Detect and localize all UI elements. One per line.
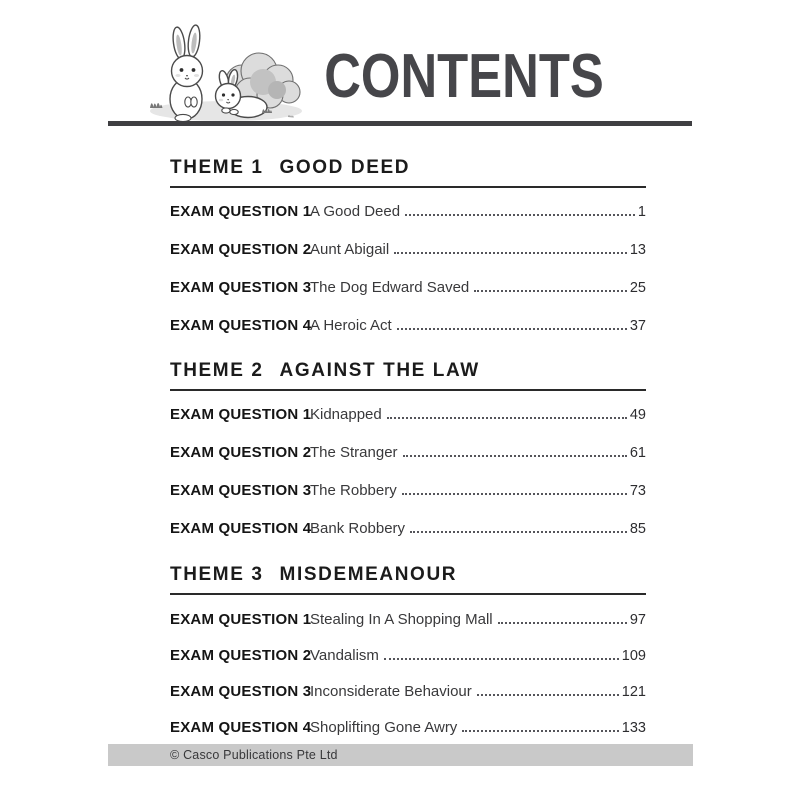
entry-page: 73 — [629, 483, 646, 499]
dot-leader — [397, 328, 627, 330]
toc-entry — [170, 684, 646, 700]
entry-title: Vandalism — [310, 647, 379, 664]
entry-label: EXAM QUESTION 1 — [170, 203, 312, 220]
entry-title: The Stranger — [310, 444, 398, 461]
entry-page: 133 — [621, 720, 646, 736]
dot-leader — [402, 493, 627, 495]
entry-title: Kidnapped — [310, 406, 382, 423]
entry-page: 25 — [629, 280, 646, 296]
theme-section-1 — [170, 158, 646, 334]
footer-bar — [108, 744, 693, 766]
dot-leader — [410, 531, 627, 533]
entry-title: The Robbery — [310, 482, 397, 499]
toc-entry — [170, 648, 646, 664]
toc-entry — [170, 612, 646, 628]
entry-page: 1 — [637, 204, 646, 220]
entry-label: EXAM QUESTION 2 — [170, 647, 312, 664]
entry-page: 49 — [629, 407, 646, 423]
toc-entry — [170, 720, 646, 736]
dot-leader — [474, 290, 627, 292]
entry-page: 85 — [629, 521, 646, 537]
dot-leader — [462, 730, 618, 732]
dot-leader — [387, 417, 627, 419]
entry-page: 109 — [621, 648, 646, 664]
entry-label: EXAM QUESTION 1 — [170, 611, 312, 628]
dot-leader — [403, 455, 627, 457]
page-title: CONTENTS — [324, 42, 604, 111]
theme-number: THEME 2 — [170, 360, 264, 381]
entry-title: Bank Robbery — [310, 520, 406, 537]
big-rabbit — [170, 24, 203, 121]
theme-number: THEME 3 — [170, 564, 264, 585]
copyright-text: © Casco Publications Pte Ltd — [170, 748, 338, 762]
toc-entry — [170, 318, 646, 334]
theme-1-heading — [170, 158, 646, 188]
entry-label: EXAM QUESTION 3 — [170, 683, 312, 700]
entry-label: EXAM QUESTION 4 — [170, 520, 312, 537]
dot-leader — [477, 694, 619, 696]
entry-page: 37 — [629, 318, 646, 334]
entry-page: 121 — [621, 684, 646, 700]
theme-title: AGAINST THE LAW — [279, 360, 480, 381]
entry-label: EXAM QUESTION 4 — [170, 317, 312, 334]
entry-title: Stealing In A Shopping Mall — [310, 611, 493, 628]
theme-section-3 — [170, 565, 646, 736]
entry-title: Aunt Abigail — [310, 241, 390, 258]
dot-leader — [394, 252, 627, 254]
dot-leader — [384, 658, 619, 660]
theme-section-2 — [170, 361, 646, 537]
entry-label: EXAM QUESTION 2 — [170, 444, 312, 461]
entry-page: 61 — [629, 445, 646, 461]
theme-number: THEME 1 — [170, 157, 264, 178]
toc-entry — [170, 521, 646, 537]
entry-label: EXAM QUESTION 3 — [170, 482, 312, 499]
theme-3-heading — [170, 565, 646, 595]
rabbits-illustration — [142, 18, 310, 124]
entry-title: Shoplifting Gone Awry — [310, 719, 458, 736]
entry-page: 97 — [629, 612, 646, 628]
theme-title: GOOD DEED — [279, 157, 411, 178]
toc-entry — [170, 445, 646, 461]
toc-entry — [170, 407, 646, 423]
dot-leader — [498, 622, 627, 624]
dot-leader — [405, 214, 635, 216]
toc-entry — [170, 483, 646, 499]
entry-title: A Heroic Act — [310, 317, 392, 334]
entry-page: 13 — [629, 242, 646, 258]
entry-label: EXAM QUESTION 1 — [170, 406, 312, 423]
entry-label: EXAM QUESTION 3 — [170, 279, 312, 296]
toc-entry — [170, 242, 646, 258]
entry-label: EXAM QUESTION 2 — [170, 241, 312, 258]
entry-title: Inconsiderate Behaviour — [310, 683, 472, 700]
entry-label: EXAM QUESTION 4 — [170, 719, 312, 736]
toc-entry — [170, 204, 646, 220]
header-rule — [108, 121, 692, 126]
theme-2-heading — [170, 361, 646, 391]
toc-entry — [170, 280, 646, 296]
entry-title: The Dog Edward Saved — [310, 279, 470, 296]
theme-title: MISDEMEANOUR — [279, 564, 458, 585]
entry-title: A Good Deed — [310, 203, 401, 220]
